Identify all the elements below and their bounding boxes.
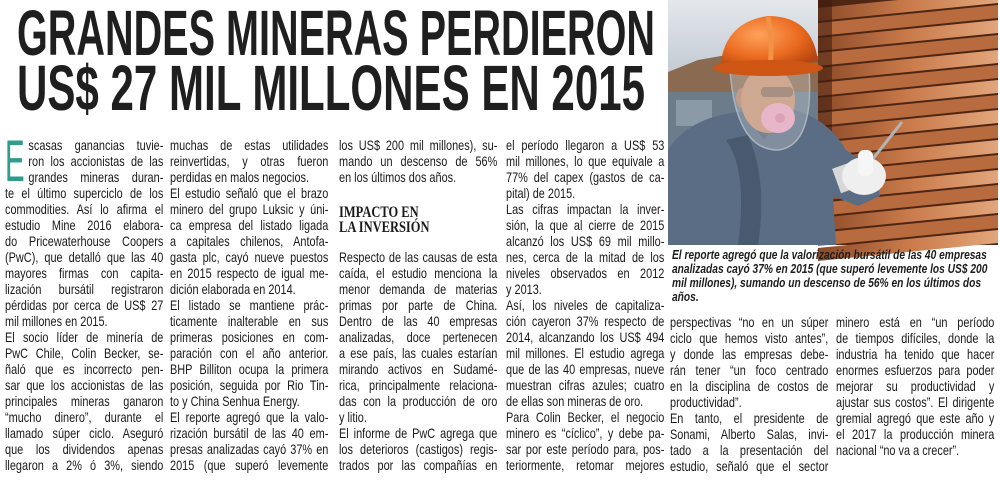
paragraph (670, 410, 828, 474)
text-line: niveles observados en 2012 (506, 265, 665, 281)
text-column-1 (5, 129, 164, 473)
text-line: El reporte agregó que la valo- (170, 409, 329, 425)
text-line: sar que los accionistas de las (5, 377, 164, 393)
text-line: perdidas en malos negocios. (170, 169, 310, 185)
text-line: grandes mineras duran- (28, 169, 164, 185)
text-line: dición elaborada en 2014. (170, 281, 296, 297)
text-line: Respecto de las causas de esta (339, 249, 498, 265)
subheading-line: LA INVERSIÓN (339, 219, 430, 236)
paragraph (836, 314, 994, 458)
text-line: ajustar sus costos”. El dirigente (836, 394, 995, 410)
paragraph (339, 425, 497, 473)
paragraph (170, 137, 328, 185)
text-line: El estudio señaló que el brazo (170, 185, 329, 201)
text-line: mirando activos en Sudamé- (339, 361, 498, 377)
text-line: mayores firmas con capita- (5, 265, 164, 281)
text-line: mejorar su productividad y (836, 378, 995, 394)
text-line: commodities. Así lo afirma el (5, 201, 164, 217)
text-line: enormes esfuerzos para poder (836, 362, 995, 378)
headline-line-1: GRANDES MINERAS PERDIERON (17, 0, 655, 69)
text-line: estudio, señaló que el sector (670, 458, 829, 474)
text-line: El socio líder de minería de (5, 329, 164, 345)
text-line: muestran cifras azules; cuatro (506, 377, 665, 393)
paragraph (670, 314, 828, 410)
paragraph (339, 249, 497, 425)
text-line: que de las 40 empresas, nueve (506, 361, 665, 377)
paragraph (5, 329, 163, 473)
headline (0, 0, 668, 125)
text-line: sión, la que al cierre de 2015 (506, 217, 665, 233)
text-line: mil millones en 2015. (5, 313, 108, 329)
text-line: el período llegaron a US$ 53 (506, 137, 665, 153)
text-column-3 (339, 137, 497, 473)
text-line: Para Colin Becker, el negocio (506, 409, 665, 425)
paragraph (506, 201, 664, 297)
text-line: caída, el estudio menciona la (339, 265, 498, 281)
section-subheading (339, 205, 497, 235)
text-line: “mucho dinero”, durante el (5, 409, 164, 425)
text-line: Las cifras impactan la inver- (506, 201, 665, 217)
paragraph (339, 137, 497, 185)
text-line: das con la producción de oro (339, 393, 498, 409)
text-line: ñaló que es incorrecto pen- (5, 361, 164, 377)
text-line: trados por las compañías en (339, 457, 498, 473)
text-line: PwC Chile, Colin Becker, se- (5, 345, 164, 361)
text-line: pérdidas por cerca de US$ 27 (5, 297, 164, 313)
text-line: estudio Mine 2016 elabora- (5, 217, 164, 233)
text-line: En tanto, el presidente de (670, 410, 829, 426)
text-line: mando un descenso de 56% (339, 153, 498, 169)
text-line: analizadas, doce pertenecen (339, 329, 498, 345)
text-line: primas por parte de China. (339, 297, 498, 313)
text-line: a ese país, las cuales estarían (339, 345, 498, 361)
text-line: rán tener “un foco centrado (670, 362, 829, 378)
text-line: minero del grupo Luksic y úni- (170, 201, 329, 217)
photo-caption (672, 248, 994, 304)
caption-line: analizadas cayó 37% en 2015 (que superó levemente los US$ 200 (672, 261, 988, 276)
text-column-4 (506, 137, 664, 473)
headline-line-2: US$ 27 MIL MILLONES EN 2015 (17, 52, 645, 124)
subheading-line: IMPACTO EN (339, 204, 419, 221)
text-line: y donde las empresas debe- (670, 346, 829, 362)
paragraph (506, 137, 664, 201)
text-line: BHP Billiton ocupa la primera (170, 361, 329, 377)
text-line: 77% del capex (gastos de ca- (506, 169, 665, 185)
text-line: minero es “cíclico”, y debe pa- (506, 425, 665, 441)
text-line: te el último superciclo de los (5, 185, 164, 201)
text-line: ticamente inalterable en sus (170, 313, 329, 329)
text-line: do Pricewaterhouse Coopers (5, 233, 164, 249)
text-line: gasta plc, cayó nueve puestos (170, 249, 329, 265)
text-line: pital) de 2015. (506, 185, 576, 201)
text-line: de ellas son mineras de oro. (506, 393, 644, 409)
text-line: los US$ 200 mil millones), su- (339, 137, 498, 153)
text-line: nacional “no va a crecer”. (836, 442, 960, 458)
text-line: principales mineras ganaron (5, 393, 164, 409)
text-line: ca empresa del listado ligada (170, 217, 329, 233)
text-line: lización bursátil registraron (5, 281, 164, 297)
text-line: (PwC), que detalló que las 40 (5, 249, 164, 265)
caption-line: mil millones), sumando un descenso de 56% en los últimos dos (672, 275, 982, 290)
drop-cap: E (5, 129, 25, 194)
text-line: menor demanda de materias (339, 281, 498, 297)
text-line: gremial agregó que este año y (836, 410, 995, 426)
text-column-5 (670, 314, 828, 474)
text-line: y 2013. (506, 281, 542, 297)
copper-cathode-stack (818, 0, 998, 261)
text-line: en los últimos dos años. (339, 169, 457, 185)
text-line: Dentro de las 40 empresas (339, 313, 498, 329)
text-line: industria ha tenido que hacer (836, 346, 995, 362)
text-line: rización bursátil de las 40 em- (170, 425, 329, 441)
paragraph (506, 409, 664, 473)
paragraph (506, 297, 664, 409)
text-line: el 2017 la producción minera (836, 426, 995, 442)
text-line: los deterioros (castigos) regis- (339, 441, 498, 457)
text-line: llegaron a 2% ó 3%, siendo (5, 457, 164, 473)
text-line: a capitales chilenos, Antofa- (170, 233, 329, 249)
text-line: reinvertidas, y otras fueron (170, 153, 329, 169)
text-line: ron los accionistas de las (28, 153, 164, 169)
text-line: perspectivas “no en un súper (670, 314, 829, 330)
text-line: ción cayeron 37% respecto de (506, 313, 665, 329)
text-line: sar por este período para, pos- (506, 441, 665, 457)
paragraph (170, 297, 328, 409)
text-line: scasas ganancias tuvie- (28, 137, 164, 153)
caption-line: años. (672, 289, 699, 304)
text-line: muchas de estas utilidades (170, 137, 329, 153)
text-line: Así, los niveles de capitaliza- (506, 297, 665, 313)
paragraph (170, 185, 328, 297)
text-line: rica, principalmente relaciona- (339, 377, 498, 393)
text-line: nes, cerca de la mitad de los (506, 249, 665, 265)
text-column-6 (836, 314, 994, 458)
text-line: ciclo que hemos visto antes”, (670, 330, 829, 346)
text-line: y litio. (339, 409, 367, 425)
text-line: teriormente, retomar mejores (506, 457, 665, 473)
text-line: minero está en “un período (836, 314, 995, 330)
text-line: Sonami, Alberto Salas, invi- (670, 426, 829, 442)
text-line: presas analizadas cayó 37% en (170, 441, 329, 457)
text-line: paración con el año anterior. (170, 345, 329, 361)
text-line: llamado súper ciclo. Aseguró (5, 425, 164, 441)
text-line: El informe de PwC agrega que (339, 425, 498, 441)
text-line: de tiempos difíciles, donde la (836, 330, 995, 346)
paragraph (170, 409, 328, 473)
text-line: mil millones. El estudio agrega (506, 345, 665, 361)
hard-hat-brim (713, 60, 823, 76)
text-line: posición, seguida por Rio Tin- (170, 377, 329, 393)
text-line: 2014, alcanzando los US$ 494 (506, 329, 665, 345)
caption-line: El reporte agregó que la valorización bursátil de las 40 empresas (672, 247, 987, 262)
text-line: tado a la presentación del (670, 442, 829, 458)
text-line: que los dividendos apenas (5, 441, 164, 457)
text-line: 2015 (que superó levemente (170, 457, 329, 473)
text-line: en 2015 respecto de igual me- (170, 265, 329, 281)
text-line: to y China Senhua Energy. (170, 393, 300, 409)
text-line: primeras posiciones en com- (170, 329, 329, 345)
text-line: El listado se mantiene prác- (170, 297, 329, 313)
paragraph (5, 137, 163, 329)
text-line: alcanzó los US$ 69 mil millo- (506, 233, 665, 249)
text-column-2 (170, 137, 328, 473)
text-line: en la disciplina de costos de (670, 378, 829, 394)
article-photo (668, 0, 998, 245)
text-line: mil millones, lo que equivale a (506, 153, 665, 169)
text-line: productividad”. (670, 394, 742, 410)
